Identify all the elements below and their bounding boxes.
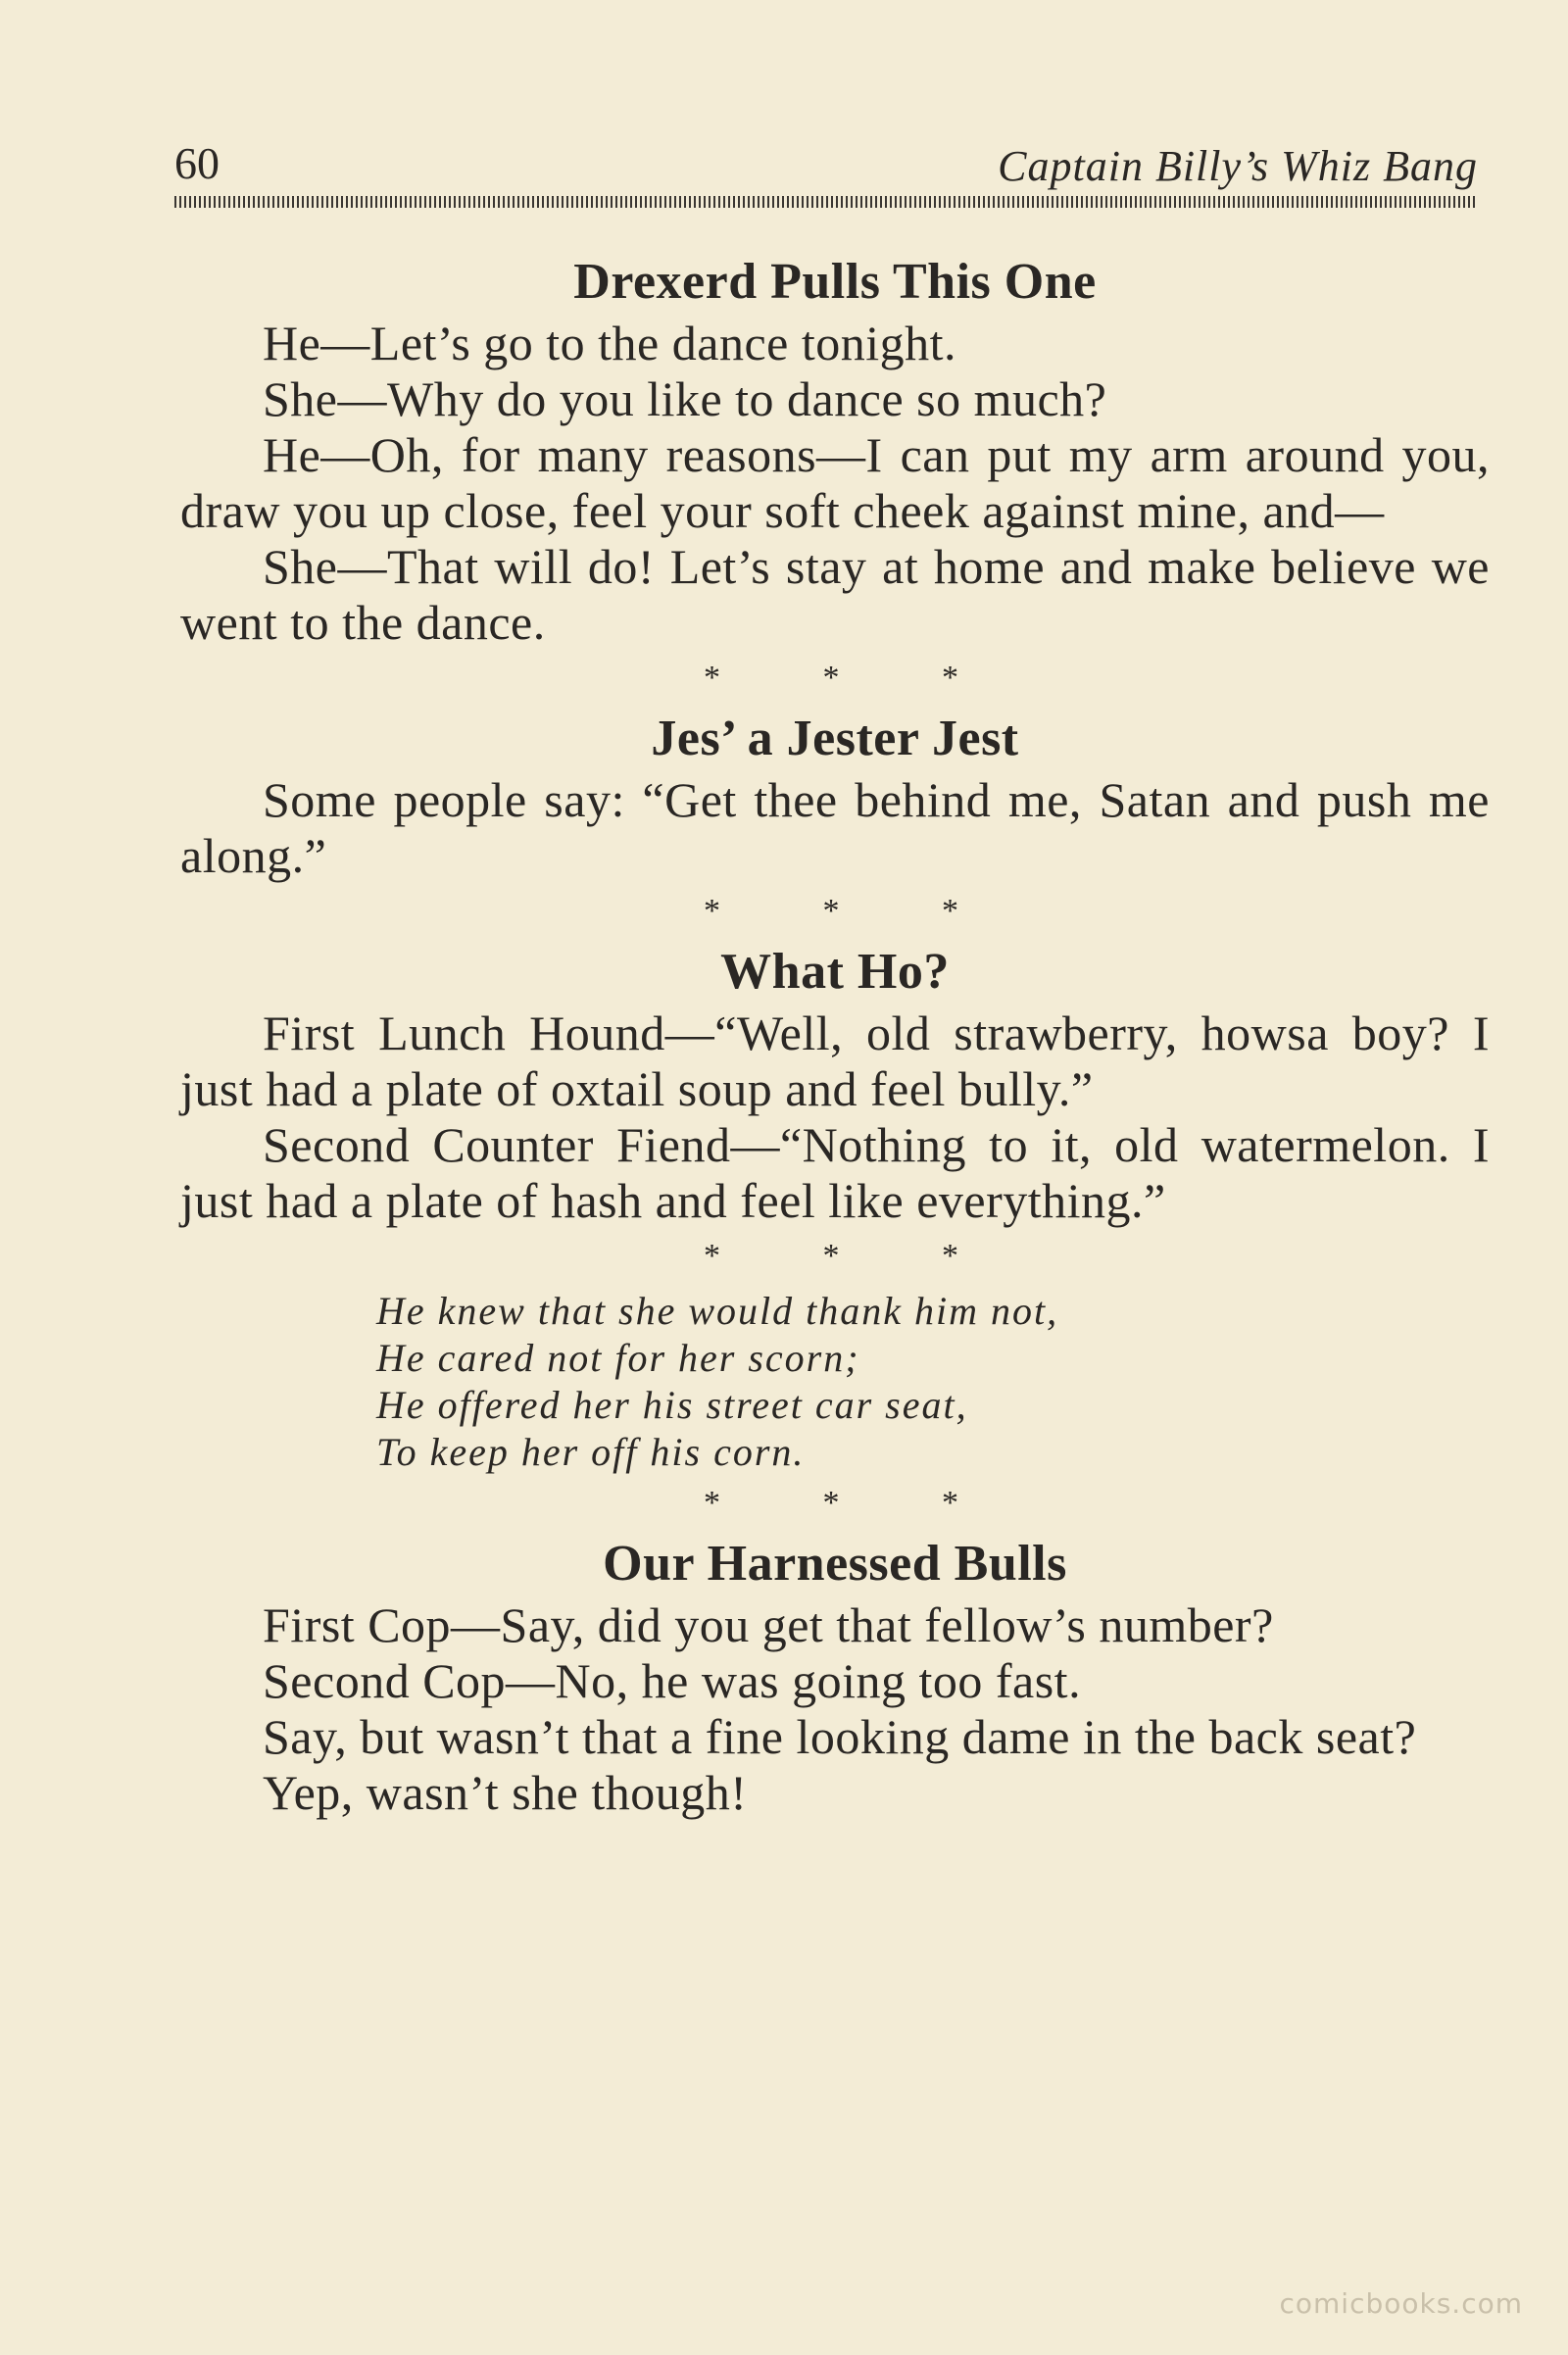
poem-line: To keep her off his corn.: [376, 1430, 806, 1474]
paragraph: She—Why do you like to dance so much?: [263, 371, 1107, 426]
poem-line: He offered her his street car seat,: [376, 1383, 968, 1427]
separator: * * *: [704, 1485, 1005, 1521]
section-heading: Our Harnessed Bulls: [603, 1536, 1067, 1592]
paragraph: First Cop—Say, did you get that fellow’s number?: [263, 1597, 1274, 1652]
paragraph: Second Cop—No, he was going too fast.: [263, 1653, 1082, 1708]
paragraph: Some people say: “Get thee behind me, Satan and push me along.”: [180, 772, 1490, 883]
separator: * * *: [704, 893, 1005, 929]
poem: [376, 1288, 1490, 1476]
separator: * * *: [704, 1238, 1005, 1274]
paragraph: He—Let’s go to the dance tonight.: [263, 316, 957, 370]
paragraph: She—That will do! Let’s stay at home and make believe we went to the dance.: [180, 539, 1490, 650]
running-title: Captain Billy’s Whiz Bang: [998, 142, 1478, 190]
paragraph: Say, but wasn’t that a fine looking dame in the back seat?: [263, 1709, 1417, 1764]
section-drexerd: [180, 253, 1490, 651]
section-harnessed-bulls: [180, 1535, 1490, 1821]
poem-line: He cared not for her scorn;: [376, 1336, 860, 1380]
watermark: comicbooks.com: [1279, 2287, 1523, 2320]
paragraph: Second Counter Fiend—“Nothing to it, old watermelon. I just had a plate of hash and feel like everything.”: [180, 1117, 1490, 1228]
paragraph: First Lunch Hound—“Well, old strawberry, howsa boy? I just had a plate of oxtail soup and feel bully.”: [180, 1006, 1490, 1116]
section-heading: What Ho?: [720, 944, 950, 1000]
section-jester: [180, 710, 1490, 884]
poem-line: He knew that she would thank him not,: [376, 1289, 1059, 1333]
paragraph: Yep, wasn’t she though!: [263, 1765, 748, 1820]
section-heading: Jes’ a Jester Jest: [651, 711, 1019, 766]
separator: * * *: [704, 660, 1005, 696]
section-heading: Drexerd Pulls This One: [573, 254, 1097, 310]
page-content: [180, 245, 1490, 1821]
header-rule: [174, 196, 1478, 208]
page-number: 60: [174, 138, 220, 188]
section-what-ho: [180, 943, 1490, 1229]
paragraph: He—Oh, for many reasons—I can put my arm around you, draw you up close, feel your soft cheek against mine, and—: [180, 427, 1490, 538]
page-header: [174, 137, 1478, 196]
